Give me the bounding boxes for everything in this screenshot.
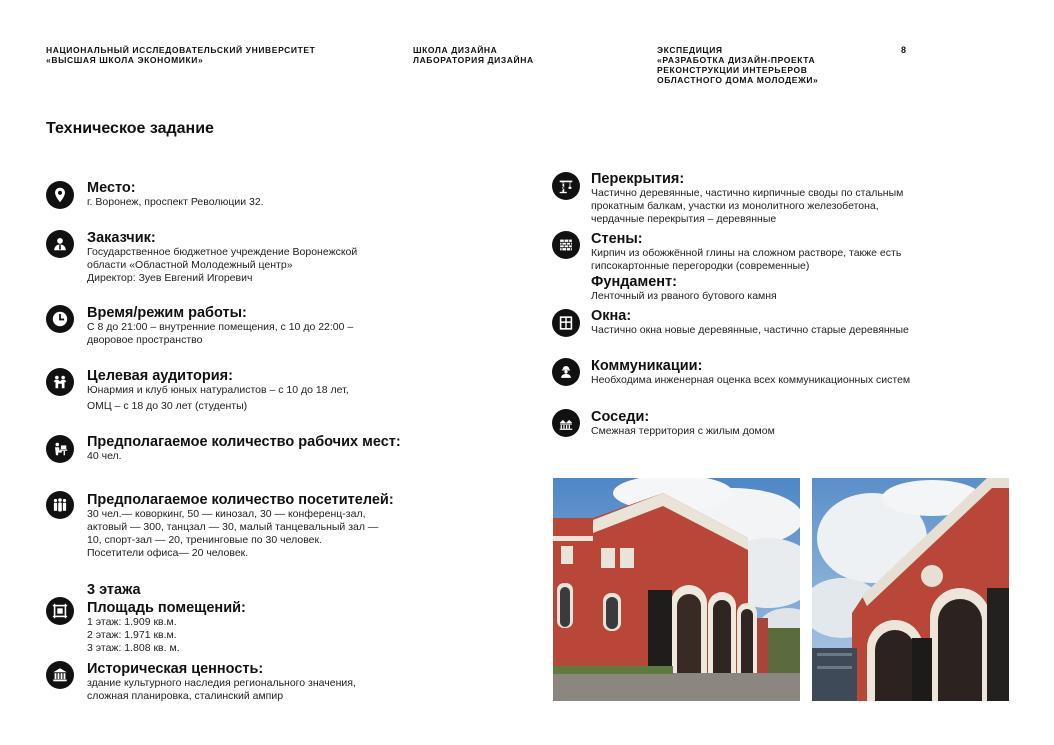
text-line: Ленточный из рваного бутового камня [591, 290, 777, 302]
heritage-heading: Историческая ценность: [87, 661, 264, 677]
text-line: Посетители офиса— 20 человек. [87, 547, 249, 559]
text-line: сложная планировка, сталинский ампир [87, 690, 284, 702]
text-line: чердачные перекрытия – деревянные [591, 213, 777, 225]
location-pin-icon [46, 181, 74, 209]
place-block [87, 180, 264, 209]
page-number: 8 [901, 45, 907, 55]
brick-wall-icon [552, 231, 580, 259]
text-line: г. Воронеж, проспект Революции 32. [87, 196, 264, 208]
windows-text [591, 324, 909, 337]
header-school [413, 45, 534, 65]
text-line: 30 чел.— коворкинг, 50 — кинозал, 30 — конференц-зал, [87, 508, 366, 520]
workplace-icon [46, 435, 74, 463]
neighbors-text [591, 425, 775, 438]
walls-text [591, 247, 901, 273]
visitors-block [87, 492, 394, 560]
audience-text [87, 384, 349, 413]
header-university [46, 45, 315, 65]
header-project-line: ОБЛАСТНОГО ДОМА МОЛОДЕЖИ» [657, 75, 819, 85]
engineer-icon [552, 358, 580, 386]
text-line: дворовое пространство [87, 334, 203, 346]
audience-heading: Целевая аудитория: [87, 368, 233, 384]
text-line: Директор: Зуев Евгений Игоревич [87, 272, 253, 284]
header-project-line: РЕКОНСТРУКЦИИ ИНТЕРЬЕРОВ [657, 65, 808, 75]
ceilings-heading: Перекрытия: [591, 171, 685, 187]
foundation-heading: Фундамент: [591, 274, 677, 290]
text-line: прокатным балкам, участки из монолитного железобетона, [591, 200, 879, 212]
text-line: 40 чел. [87, 450, 122, 462]
building-photo-arches [812, 478, 1009, 701]
text-line: Юнармия и клуб юных натуралистов – с 10 до 18 лет, [87, 384, 349, 396]
windows-heading: Окна: [591, 308, 632, 324]
text-line: 2 этаж: 1.971 кв.м. [87, 629, 177, 641]
header-project [657, 45, 818, 85]
neighbors-icon [552, 409, 580, 437]
utilities-text [591, 374, 910, 387]
text-line: актовый — 300, танцзал — 30, малый танцевальный зал — [87, 521, 379, 533]
utilities-block [591, 358, 910, 387]
text-line: ОМЦ – с 18 до 30 лет (студенты) [87, 400, 248, 412]
header-school-line: ЛАБОРАТОРИЯ ДИЗАЙНА [413, 55, 534, 65]
text-line: здание культурного наследия регионального значения, [87, 677, 356, 689]
floor-plan-icon [46, 597, 74, 625]
audience-block [87, 368, 349, 413]
ceilings-text [591, 187, 903, 226]
text-line: Частично окна новые деревянные, частично старые деревянные [591, 324, 909, 336]
area-heading: Площадь помещений: [87, 600, 246, 616]
text-line: Государственное бюджетное учреждение Воронежской [87, 246, 358, 258]
clock-icon [46, 305, 74, 333]
text-line: Смежная территория с жилым домом [591, 425, 775, 437]
utilities-heading: Коммуникации: [591, 358, 703, 374]
workplaces-block [87, 434, 401, 463]
header-project-line: «РАЗРАБОТКА ДИЗАЙН-ПРОЕКТА [657, 55, 816, 65]
client-heading: Заказчик: [87, 230, 156, 246]
text-line: Необходима инженерная оценка всех коммуникационных систем [591, 374, 911, 386]
text-line: 3 этаж: 1.808 кв. м. [87, 642, 180, 654]
workplaces-heading: Предполагаемое количество рабочих мест: [87, 434, 401, 450]
person-icon [46, 230, 74, 258]
workplaces-text [87, 450, 401, 463]
header-project-line: ЭКСПЕДИЦИЯ [657, 45, 723, 55]
floors-count-heading: 3 этажа [87, 582, 141, 598]
group-icon [46, 491, 74, 519]
text-line: Кирпич из обожжённой глины на сложном растворе, также есть [591, 247, 902, 259]
ceilings-block [591, 171, 903, 226]
people-icon [46, 368, 74, 396]
building-photo-front [553, 478, 800, 701]
walls-heading: Стены: [591, 231, 643, 247]
visitors-heading: Предполагаемое количество посетителей: [87, 492, 394, 508]
walls-block [591, 231, 901, 303]
text-line: 1 этаж: 1.909 кв.м. [87, 616, 177, 628]
museum-icon [46, 661, 74, 689]
place-text [87, 196, 264, 209]
page-title: Техническое задание [46, 120, 214, 137]
hours-text [87, 321, 353, 347]
window-icon [552, 309, 580, 337]
neighbors-heading: Соседи: [591, 409, 650, 425]
text-line: С 8 до 21:00 – внутренние помещения, с 10 до 22:00 – [87, 321, 354, 333]
header-school-line: ШКОЛА ДИЗАЙНА [413, 45, 498, 55]
hours-block [87, 305, 353, 347]
crane-icon [552, 172, 580, 200]
client-text [87, 246, 357, 285]
neighbors-block [591, 409, 775, 438]
heritage-text [87, 677, 356, 703]
area-text [87, 616, 246, 655]
hours-heading: Время/режим работы: [87, 305, 247, 321]
heritage-block [87, 661, 356, 703]
floors-block [87, 582, 246, 655]
header-university-line: НАЦИОНАЛЬНЫЙ ИССЛЕДОВАТЕЛЬСКИЙ УНИВЕРСИТЕТ [46, 45, 316, 55]
windows-block [591, 308, 909, 337]
place-heading: Место: [87, 180, 136, 196]
header-university-line: «ВЫСШАЯ ШКОЛА ЭКОНОМИКИ» [46, 55, 204, 65]
visitors-text [87, 508, 394, 560]
client-block [87, 230, 357, 285]
text-line: 10, спорт-зал — 20, тренинговые по 30 человек. [87, 534, 322, 546]
text-line: гипсокартонные перегородки (современные) [591, 260, 810, 272]
text-line: Частично деревянные, частично кирпичные своды по стальным [591, 187, 904, 199]
foundation-text [591, 290, 901, 303]
text-line: области «Областной Молодежный центр» [87, 259, 293, 271]
